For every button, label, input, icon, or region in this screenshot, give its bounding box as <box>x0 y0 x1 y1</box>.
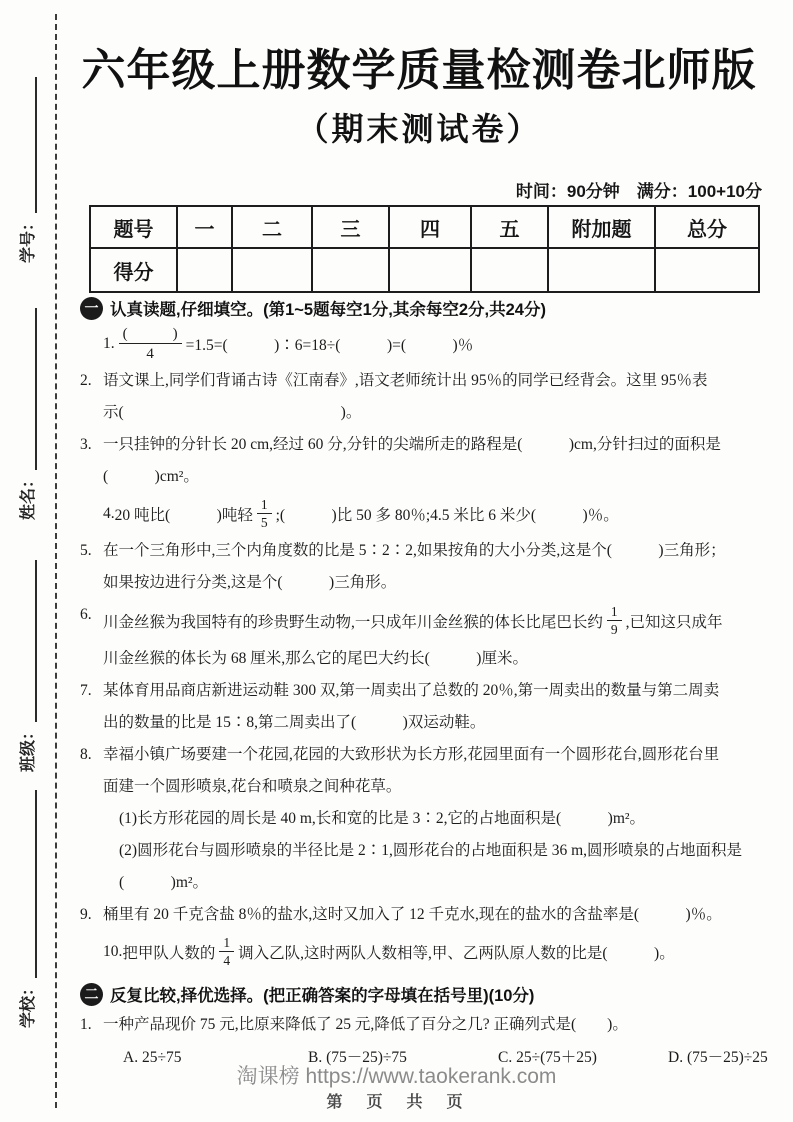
margin-dashed-divider <box>55 14 57 1108</box>
score-table-header-cell: 题号 <box>90 206 177 248</box>
question-number: 10. <box>103 943 123 960</box>
school-blank-line <box>35 790 37 978</box>
option-b: B. (75－25)÷75 <box>308 1049 407 1066</box>
question-8-sub-1: (1)长方形花园的周长是 40 m,长和宽的比是 3∶2,它的占地面积是( )m²。 <box>119 810 646 827</box>
question-6 <box>80 599 770 675</box>
question-text: 某体育用品商店新进运动鞋 300 双,第一周卖出了总数的 20％,第一周卖出的数量与第二周卖 <box>103 682 720 699</box>
question-text: 在一个三角形中,三个内角度数的比是 5∶2∶2,如果按角的大小分类,这是个( )三角形； <box>103 542 726 559</box>
question-1 <box>80 323 770 365</box>
section-two-header <box>80 979 770 1009</box>
question-2 <box>80 365 770 429</box>
question-number: 8. <box>80 746 92 763</box>
student-id-blank-line <box>35 77 37 213</box>
question-text: 把甲队人数的 <box>122 945 216 962</box>
score-cell-empty <box>312 248 389 292</box>
question-text: 幸福小镇广场要建一个花园,花园的大致形状为长方形,花园里面有一个圆形花台,圆形花台里 <box>103 746 720 763</box>
question-text: 一只挂钟的分针长 20 cm,经过 60 分,分针的尖端所走的路程是( )cm,分针扫过的面积是 <box>103 436 721 453</box>
question-3 <box>80 429 770 493</box>
school-field <box>16 790 40 1028</box>
question-number: 6. <box>80 606 92 623</box>
score-cell-empty <box>232 248 312 292</box>
section-one-header <box>80 293 770 323</box>
student-id-field <box>16 77 40 263</box>
question-text-line <box>103 599 770 643</box>
class-blank-line <box>35 560 37 722</box>
fraction: $\frac{( )}{4}$ <box>119 325 182 363</box>
option-c: C. 25÷(75＋25) <box>498 1049 597 1066</box>
question-number: 9. <box>80 906 92 923</box>
score-cell-empty <box>177 248 232 292</box>
student-name-label: 姓名： <box>20 471 37 520</box>
student-name-field <box>16 308 40 520</box>
fraction: $\frac{1}{5}$ <box>257 497 272 531</box>
question-7 <box>80 675 770 739</box>
question-text: ( )cm²。 <box>103 468 199 485</box>
question-5 <box>80 535 770 599</box>
question-number: 1. <box>103 335 115 352</box>
score-table-header-cell: 五 <box>471 206 548 248</box>
question-8-sub-2-cont: ( )m²。 <box>119 874 209 891</box>
question-8-sub-2: (2)圆形花台与圆形喷泉的半径比是 2∶1,圆形花台的占地面积是 36 m,圆形喷泉的占地面积是 <box>119 842 743 859</box>
score-table-header-cell: 二 <box>232 206 312 248</box>
score-table-header-cell: 附加题 <box>548 206 655 248</box>
question-8 <box>80 739 770 899</box>
question-text: 20 吨比( )吨轻 <box>114 507 253 524</box>
score-table-header-cell: 一 <box>177 206 232 248</box>
class-label: 班级： <box>20 723 37 772</box>
fraction: $\frac{1}{4}$ <box>219 935 234 969</box>
question-text: 川金丝猴的体长为 68 厘米,那么它的尾巴大约长( )厘米。 <box>103 650 528 667</box>
score-table-header-row <box>90 206 759 248</box>
section-one-icon: 一 <box>80 297 103 320</box>
question-text: 出的数量的比是 15∶8,第二周卖出了( )双运动鞋。 <box>103 714 486 731</box>
exam-time-score-info: 时间：90分钟 满分：100+10分 <box>515 182 762 201</box>
score-cell-empty <box>471 248 548 292</box>
question-number: 1. <box>80 1016 92 1033</box>
question-number: 7. <box>80 682 92 699</box>
question-text: 语文课上,同学们背诵古诗《江南春》,语文老师统计出 95％的同学已经背会。这里 95％表 <box>103 372 708 389</box>
question-text: 如果按边进行分类,这是个( )三角形。 <box>103 574 397 591</box>
fraction: $\frac{1}{9}$ <box>607 604 622 638</box>
section-two-icon: 二 <box>80 983 103 1006</box>
question-9 <box>80 899 770 931</box>
student-id-label: 学号： <box>20 214 37 263</box>
question-text: 桶里有 20 千克含盐 8％的盐水,这时又加入了 12 千克水,现在的盐水的含盐率是( )％。 <box>103 906 722 923</box>
score-cell-empty <box>548 248 655 292</box>
score-cell-empty <box>389 248 471 292</box>
option-a: A. 25÷75 <box>123 1049 182 1066</box>
score-table <box>89 205 760 293</box>
score-table-score-row <box>90 248 759 292</box>
question-text: 一种产品现价 75 元,比原来降低了 25 元,降低了百分之几? 正确列式是( )。 <box>103 1016 628 1033</box>
question-text: 调入乙队,这时两队人数相等,甲、乙两队原人数的比是( )。 <box>238 945 675 962</box>
option-d: D. (75－25)÷25 <box>668 1049 768 1066</box>
question-text: ,已知这只成年 <box>625 614 723 631</box>
score-table-header-cell: 三 <box>312 206 389 248</box>
question-text: ;( )比 50 多 80％;4.5 米比 6 米少( )％。 <box>275 507 619 524</box>
question-text: 川金丝猴为我国特有的珍贵野生动物,一只成年川金丝猴的体长比尾巴长约 <box>103 614 603 631</box>
question-number: 5. <box>80 542 92 559</box>
score-table-header-cell: 总分 <box>655 206 759 248</box>
score-row-label: 得分 <box>90 248 177 292</box>
footer-site-url: 淘课榜 https://www.taokerank.com <box>236 1065 557 1088</box>
question-number: 2. <box>80 372 92 389</box>
question-10 <box>80 931 770 973</box>
section-two-title: 反复比较,择优选择。(把正确答案的字母填在括号里)(10分) <box>110 987 535 1005</box>
page-subtitle: （期末测试卷） <box>296 111 542 147</box>
question-text: 面建一个圆形喷泉,花台和喷泉之间种花草。 <box>103 778 402 795</box>
question-number: 4. <box>103 505 115 522</box>
score-cell-empty <box>655 248 759 292</box>
question-text: 示( )。 <box>103 404 362 421</box>
exam-body <box>80 293 770 1075</box>
section-one-title: 认真读题,仔细填空。(第1~5题每空1分,其余每空2分,共24分) <box>110 301 546 319</box>
page-title: 六年级上册数学质量检测卷北师版 <box>81 46 757 95</box>
score-table-header-cell: 四 <box>389 206 471 248</box>
class-field <box>16 560 40 772</box>
school-label: 学校： <box>20 979 37 1028</box>
question-4 <box>80 493 770 535</box>
question-number: 3. <box>80 436 92 453</box>
student-name-blank-line <box>35 308 37 470</box>
footer-page-number: 第 页 共 页 <box>326 1094 467 1111</box>
question-text: =1.5=( )∶6=18÷( )=( )％ <box>185 337 474 354</box>
